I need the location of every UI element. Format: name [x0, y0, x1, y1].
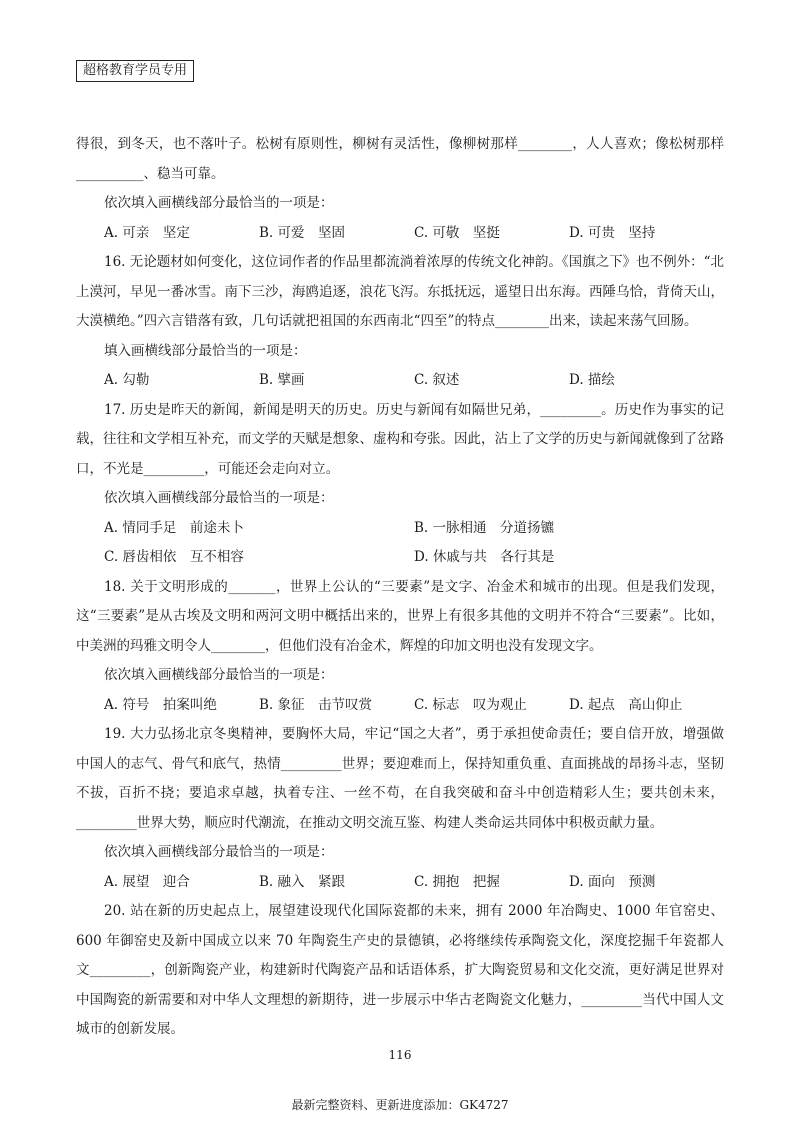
- answer-option: B. 融入 紧跟: [259, 873, 346, 890]
- answer-option: D. 面向 预测: [569, 873, 656, 890]
- answer-option: D. 描绘: [569, 372, 615, 388]
- answer-option: C. 拥抱 把握: [414, 873, 500, 890]
- paragraph: 依次填入画横线部分最恰当的一项是：: [104, 844, 334, 860]
- answer-option: B. 一脉相通 分道扬镳: [414, 519, 555, 536]
- answer-option: C. 标志 叹为观止: [414, 696, 527, 713]
- answer-option: C. 叙述: [414, 372, 460, 388]
- answer-option: B. 可爱 坚固: [259, 224, 346, 241]
- paragraph: 得很，到冬天，也不落叶子。松树有原则性，柳树有灵活性，像柳树那样________，人人喜欢；像松树那样__________、稳当可靠。: [76, 136, 724, 182]
- answer-option: A. 展望 迎合: [104, 873, 190, 890]
- option-row: [76, 514, 724, 544]
- option-row: [76, 543, 724, 573]
- answer-option: A. 勾勒: [104, 372, 150, 388]
- answer-option: A. 符号 拍案叫绝: [104, 696, 217, 713]
- answer-option: A. 可亲 坚定: [104, 224, 190, 241]
- paragraph: 依次填入画横线部分最恰当的一项是：: [104, 195, 334, 211]
- answer-option: B. 象征 击节叹赏: [259, 696, 373, 713]
- watermark-stamp: 超格教育学员专用: [76, 60, 194, 82]
- answer-option: C. 可敬 坚挺: [414, 224, 500, 241]
- document-body: [76, 130, 724, 1045]
- answer-option: C. 唇齿相依 互不相容: [104, 549, 244, 565]
- option-row: [76, 691, 724, 721]
- answer-option: A. 情同手足 前途未卜: [104, 519, 244, 536]
- page-number: 116: [388, 1048, 412, 1062]
- paragraph: 依次填入画横线部分最恰当的一项是：: [104, 490, 334, 506]
- paragraph: 16. 无论题材如何变化，这位词作者的作品里都流淌着浓厚的传统文化神韵。《国旗之下》也不例外：“北上漠河，早见一番冰雪。南下三沙，海鸥追逐，浪花飞泻。东抵抚远，遥望日出东海。西陲乌恰，背倚天山，大漠横绝。”四六言错落有致，几句话就把祖国的东西南北“四至”的特点________出来，读起来荡气回肠。: [76, 254, 724, 329]
- footer-note: 最新完整资料、更新进度添加：GK4727: [291, 1098, 509, 1112]
- paragraph: 17. 历史是昨天的新闻，新闻是明天的历史。历史与新闻有如隔世兄弟，_________。历史作为事实的记载，往往和文学相互补充，而文学的天赋是想象、虚构和夸张。因此，沾上了文学的历史与新闻就像到了岔路口，不光是_________，可能还会走向对立。: [76, 401, 724, 477]
- option-row: [76, 366, 724, 396]
- paragraph: 填入画横线部分最恰当的一项是：: [104, 342, 307, 359]
- option-row: [76, 868, 724, 898]
- paragraph: 依次填入画横线部分最恰当的一项是：: [104, 667, 334, 683]
- answer-option: D. 休戚与共 各行其是: [414, 549, 555, 565]
- paragraph: 20. 站在新的历史起点上，展望建设现代化国际瓷都的未来，拥有 2000 年冶陶史、1000 年官窑史、600 年御窑史及新中国成立以来 70 年陶瓷生产史的景德镇，必将继续传承陶瓷文化，深度挖掘千年瓷都人文_________，创新陶瓷产业，构建新时代陶瓷产品和话语体系，扩大陶瓷贸易和文化交流，更好满足世界对中国陶瓷的新需要和对中华人文理想的新期待，进一步展示中华古老陶瓷文化魅力，_________当代中国人文城市的创新发展。: [76, 903, 724, 1037]
- paragraph: 18. 关于文明形成的_______，世界上公认的“三要素”是文字、冶金术和城市的出现。但是我们发现，这“三要素”是从古埃及文明和两河文明中概括出来的，世界上有很多其他的文明并不符合“三要素”。比如，中美洲的玛雅文明令人________，但他们没有冶金术，辉煌的印加文明也没有发现文字。: [76, 578, 724, 654]
- answer-option: B. 擘画: [259, 372, 305, 388]
- answer-option: D. 起点 高山仰止: [569, 696, 683, 713]
- paragraph: 19. 大力弘扬北京冬奥精神，要胸怀大局，牢记“国之大者”，勇于承担使命责任；要自信开放，增强做中国人的志气、骨气和底气，热情_________世界；要迎难而上，保持知重负重、直面挑战的昂扬斗志，坚韧不拔，百折不挠；要追求卓越，执着专注、一丝不苟，在自我突破和奋斗中创造精彩人生；要共创未来，_________世界大势，顺应时代潮流，在推动文明交流互鉴、构建人类命运共同体中积极贡献力量。: [76, 726, 724, 831]
- answer-option: D. 可贵 坚持: [569, 224, 656, 241]
- option-row: [76, 219, 724, 249]
